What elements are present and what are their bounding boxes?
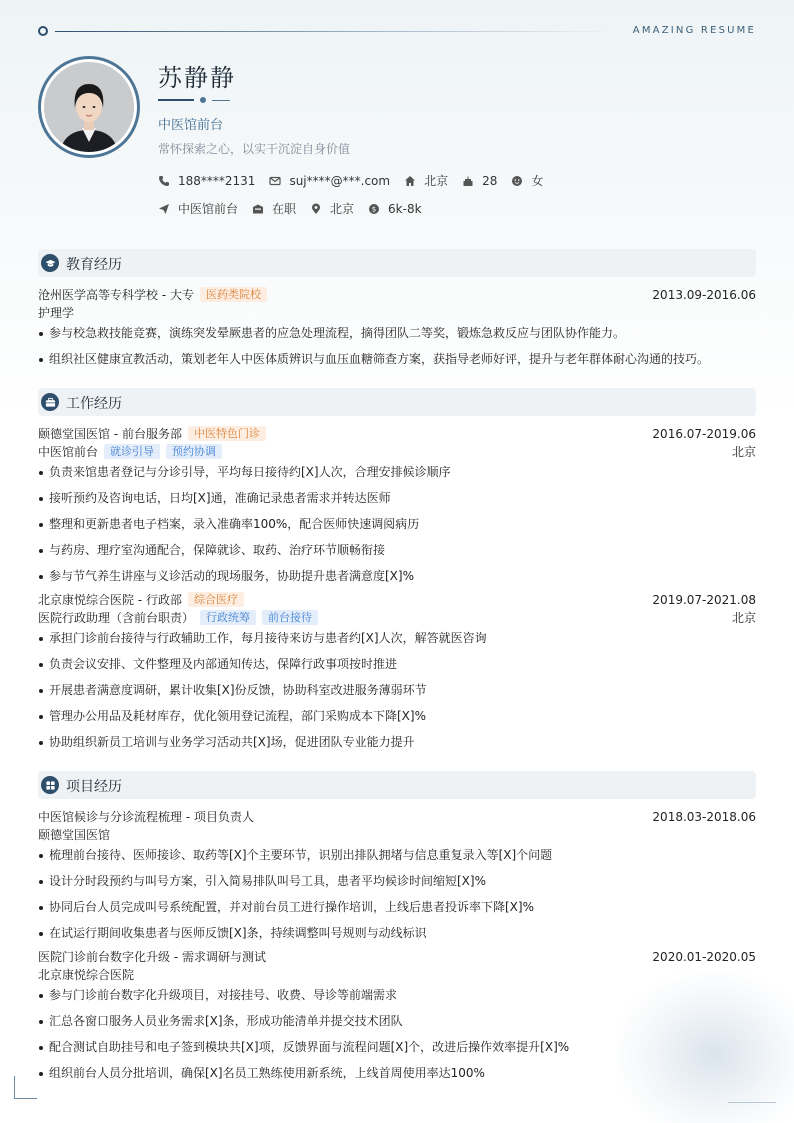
- list-item: 组织社区健康宣教活动，策划老年人中医体质辨识与血压血糖筛查方案，获指导老师好评，提升与老年群体耐心沟通的技巧。: [38, 350, 756, 368]
- company-name: 颐德堂国医馆 - 前台服务部: [38, 427, 182, 441]
- brand-label: AMAZING RESUME: [632, 25, 756, 36]
- intention-row: [158, 200, 436, 217]
- project-org: 北京康悦综合医院: [38, 968, 135, 982]
- work-role: 中医馆前台: [38, 445, 99, 459]
- city-value: 北京: [424, 174, 449, 188]
- list-item: 开展患者满意度调研，累计收集[X]份反馈，协助科室改进服务薄弱环节: [38, 681, 756, 699]
- gender-icon: [511, 175, 523, 187]
- footer-line: [728, 1102, 776, 1103]
- list-item: 组织前台人员分批培训，确保[X]名员工熟练使用新系统，上线首周使用率达100%: [38, 1064, 756, 1082]
- company-tag: 综合医疗: [188, 592, 244, 607]
- salary-value: 6k-8k: [388, 201, 422, 216]
- education-entry-header: [38, 286, 756, 304]
- list-item: 在试运行期间收集患者与医师反馈[X]条，持续调整叫号规则与动线标识: [38, 924, 756, 942]
- gender-value: 女: [531, 174, 544, 188]
- avatar-photo: [44, 62, 134, 152]
- list-item: 配合测试自助挂号和电子签到模块共[X]项，反馈界面与流程问题[X]个，改进后操作效率提升[X]%: [38, 1038, 756, 1056]
- briefcase-icon: [41, 393, 59, 411]
- svg-text:$: $: [371, 205, 377, 214]
- education-date: 2013.09-2016.06: [652, 288, 756, 302]
- phone-icon: [158, 175, 170, 187]
- cake-icon: [462, 175, 474, 187]
- company-name: 北京康悦综合医院 - 行政部: [38, 593, 182, 607]
- status-item: [252, 200, 296, 217]
- contact-row: [158, 172, 557, 189]
- school-tag: 医药类院校: [200, 287, 267, 302]
- location-pin-icon: [310, 203, 322, 215]
- motto: 常怀探索之心，以实干沉淀自身价值: [158, 142, 351, 156]
- list-item: 负责会议安排、文件整理及内部通知传达，保障行政事项按时推进: [38, 655, 756, 673]
- project-title: 中医馆候诊与分诊流程梳理 - 项目负责人: [38, 810, 254, 824]
- list-item: 协助组织新员工培训与业务学习活动共[X]场，促进团队专业能力提升: [38, 733, 756, 751]
- section-title: 项目经历: [66, 779, 122, 795]
- list-item: 管理办公用品及耗材库存，优化领用登记流程，部门采购成本下降[X]%: [38, 707, 756, 725]
- project-date: 2020.01-2020.05: [652, 950, 756, 964]
- skill-tag: 就诊引导: [104, 444, 160, 459]
- decorative-blur: [616, 972, 794, 1123]
- name-decoration: [158, 96, 238, 104]
- header-ring-icon: [38, 26, 48, 36]
- city-item: [404, 172, 448, 189]
- company-tag: 中医特色门诊: [188, 426, 266, 441]
- project-org: 颐德堂国医馆: [38, 828, 111, 842]
- grid-icon: [41, 776, 59, 794]
- list-item: 承担门诊前台接待与行政辅助工作，每月接待来访与患者约[X]人次，解答就医咨询: [38, 629, 756, 647]
- email-value: suj****@***.com: [289, 173, 391, 188]
- work-city: 北京: [731, 611, 756, 625]
- school-name: 沧州医学高等专科学校 - 大专: [38, 288, 194, 302]
- section-project-header: [38, 771, 756, 799]
- project-title: 医院门诊前台数字化升级 - 需求调研与测试: [38, 950, 266, 964]
- section-work-header: [38, 388, 756, 416]
- list-item: 设计分时段预约与叫号方案，引入简易排队叫号工具，患者平均候诊时间缩短[X]%: [38, 872, 756, 890]
- list-item: 与药房、理疗室沟通配合，保障就诊、取药、治疗环节顺畅衔接: [38, 541, 756, 559]
- avatar: [38, 56, 140, 158]
- project-date: 2018.03-2018.06: [652, 810, 756, 824]
- target-job-value: 中医馆前台: [178, 202, 239, 216]
- section-title: 教育经历: [66, 257, 122, 273]
- work-entry-header: [38, 591, 756, 609]
- list-item: 协同后台人员完成叫号系统配置，并对前台员工进行操作培训，上线后患者投诉率下降[X]%: [38, 898, 756, 916]
- section-education-header: [38, 249, 756, 277]
- list-item: 整理和更新患者电子档案，录入准确率100%，配合医师快速调阅病历: [38, 515, 756, 533]
- header-divider: [55, 31, 615, 32]
- home-icon: [404, 175, 416, 187]
- email-item: [269, 174, 390, 188]
- phone-value: 188****2131: [178, 173, 256, 188]
- skill-tag: 预约协调: [166, 444, 222, 459]
- graduation-cap-icon: [41, 254, 59, 272]
- work-date: 2019.07-2021.08: [652, 593, 756, 607]
- status-value: 在职: [272, 202, 297, 216]
- age-item: [462, 174, 497, 188]
- list-item: 汇总各窗口服务人员业务需求[X]条，形成功能清单并提交技术团队: [38, 1012, 756, 1030]
- list-item: 参与校急救技能竞赛，演练突发晕厥患者的应急处理流程，摘得团队二等奖，锻炼急救反应与团队协作能力。: [38, 324, 756, 342]
- corner-decoration: [14, 1076, 37, 1099]
- work-role: 医院行政助理（含前台职责）: [38, 611, 195, 625]
- salary-item: [368, 202, 422, 216]
- work-entry-header: [38, 425, 756, 443]
- project-entry-header: [38, 948, 756, 966]
- briefcase-icon: [252, 203, 264, 215]
- candidate-name: 苏静静: [158, 64, 236, 92]
- list-item: 梳理前台接待、医师接诊、取药等[X]个主要环节，识别出排队拥堵与信息重复录入等[X]个问题: [38, 846, 756, 864]
- list-item: 负责来馆患者登记与分诊引导，平均每日接待约[X]人次，合理安排候诊顺序: [38, 463, 756, 481]
- mail-icon: [269, 175, 281, 187]
- education-major: 护理学: [38, 306, 75, 320]
- work-role-row: [38, 443, 756, 461]
- skill-tag: 行政统筹: [200, 610, 256, 625]
- target-job-item: [158, 200, 238, 217]
- target-city-item: [310, 200, 354, 217]
- list-item: 接听预约及咨询电话，日均[X]通，准确记录患者需求并转达医师: [38, 489, 756, 507]
- target-city-value: 北京: [330, 202, 355, 216]
- salary-icon: [368, 203, 380, 215]
- gender-item: [511, 172, 543, 189]
- list-item: 参与节气养生讲座与义诊活动的现场服务，协助提升患者满意度[X]%: [38, 567, 756, 585]
- age-value: 28: [482, 173, 498, 188]
- work-date: 2016.07-2019.06: [652, 427, 756, 441]
- work-role-row: [38, 609, 756, 627]
- header-rule: [38, 26, 756, 36]
- project-entry-header: [38, 808, 756, 826]
- job-title: 中医馆前台: [158, 118, 224, 133]
- work-city: 北京: [731, 445, 756, 459]
- skill-tag: 前台接待: [262, 610, 318, 625]
- paper-plane-icon: [158, 203, 170, 215]
- phone-item: [158, 174, 255, 188]
- section-title: 工作经历: [66, 396, 122, 412]
- list-item: 参与门诊前台数字化升级项目，对接挂号、收费、导诊等前端需求: [38, 986, 756, 1004]
